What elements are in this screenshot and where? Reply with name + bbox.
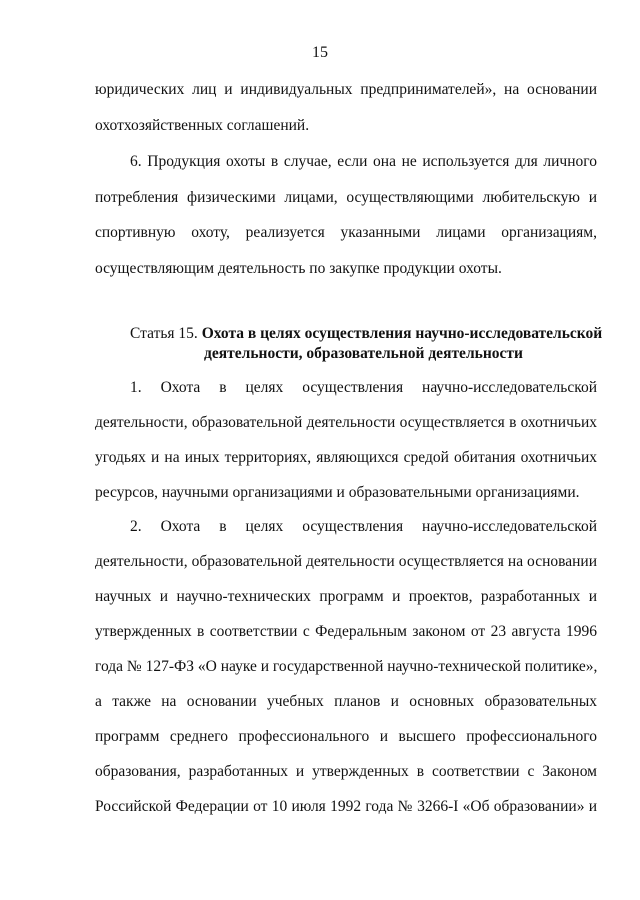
paragraph-line: утвержденных в соответствии с Федеральным законом от 23 августа 1996 [95, 623, 597, 640]
paragraph-line: научных и научно-технических программ и проектов, разработанных и [95, 588, 597, 605]
paragraph-line: года № 127-ФЗ «О науке и государственной научно-технической политике», [95, 658, 598, 675]
article-title-line1: Охота в целях осуществления научно-исследовательской [201, 325, 603, 342]
paragraph-line: а также на основании учебных планов и основных образовательных [95, 693, 597, 710]
paragraph-line: 2. Охота в целях осуществления научно-исследовательской [130, 518, 597, 535]
paragraph-line: спортивную охоту, реализуется указанными лицами организациям, [95, 224, 597, 241]
article-label: Статья 15. [130, 325, 198, 342]
paragraph-line: 1. Охота в целях осуществления научно-исследовательской [130, 379, 597, 396]
article-heading [130, 323, 603, 344]
paragraph-line: деятельности, образовательной деятельности осуществляется в охотничьих [95, 414, 597, 431]
paragraph-line: угодьях и на иных территориях, являющихся средой обитания охотничьих [95, 449, 597, 466]
paragraph-line: Российской Федерации от 10 июля 1992 года № 3266-I «Об образовании» и [95, 798, 597, 815]
paragraph-line: программ среднего профессионального и высшего профессионального [95, 728, 597, 745]
paragraph-line: потребления физическими лицами, осуществляющими любительскую и [95, 189, 597, 206]
paragraph-line: охотхозяйственных соглашений. [95, 117, 310, 134]
article-title-line2: деятельности, образовательной деятельности [204, 345, 523, 362]
paragraph-line: осуществляющим деятельность по закупке продукции охоты. [95, 260, 502, 277]
paragraph-line: деятельности, образовательной деятельности осуществляется на основании [95, 553, 597, 570]
paragraph-line: ресурсов, научными организациями и образовательными организациями. [95, 484, 580, 501]
paragraph-line: образования, разработанных и утвержденных в соответствии с Законом [95, 763, 597, 780]
page-number: 15 [312, 44, 328, 61]
paragraph-line: 6. Продукция охоты в случае, если она не используется для личного [130, 153, 597, 170]
paragraph-line: юридических лиц и индивидуальных предпринимателей», на основании [95, 81, 597, 98]
